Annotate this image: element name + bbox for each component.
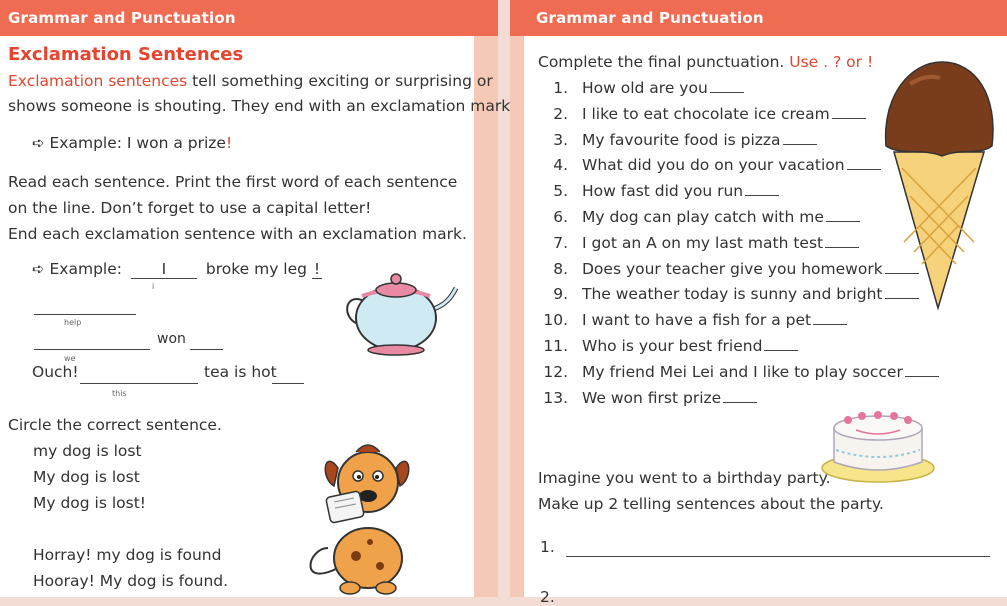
circle-option[interactable]: my dog is lost	[33, 442, 142, 460]
item-number: 11.	[543, 337, 568, 355]
item-number: 6.	[553, 208, 568, 226]
item-text: We won first prize	[582, 388, 722, 407]
right-side-strip	[510, 36, 524, 597]
item-number: 2.	[553, 104, 568, 123]
exercise-3-mark-blank[interactable]	[272, 383, 304, 384]
right-page	[510, 0, 1007, 606]
item-text: How fast did you run	[582, 182, 744, 201]
arrow-icon: ➪	[32, 134, 45, 152]
circle-option[interactable]: Hooray! My dog is found.	[33, 572, 229, 590]
exercise-2-blank[interactable]	[34, 349, 150, 350]
left-page	[0, 0, 511, 597]
exercise-3-word: tea is hot	[204, 363, 277, 381]
dog-illustration	[298, 438, 426, 597]
punctuation-item	[538, 208, 860, 226]
punctuation-item	[538, 311, 847, 329]
instruction-line-2: on the line. Don’t forget to use a capital letter!	[8, 199, 372, 217]
punctuation-blank[interactable]	[710, 90, 744, 93]
right-header-bar	[510, 0, 1007, 36]
right-header-title: Grammar and Punctuation	[536, 9, 764, 27]
item-text: Does your teacher give you homework	[582, 259, 883, 278]
item-text: I got an A on my last math test	[582, 233, 824, 252]
intro-line-1	[8, 72, 493, 90]
punctuation-instruction: Complete the final punctuation. Use . ? or !	[538, 53, 874, 71]
exercise-2-hint: we	[64, 354, 76, 363]
punctuation-blank[interactable]	[832, 116, 866, 119]
punctuation-item	[538, 156, 881, 174]
item-number: 3.	[553, 130, 568, 149]
example-answer: I	[131, 260, 197, 279]
example-2: ➪ Example: I broke my leg !	[32, 260, 321, 278]
item-text: What did you do on your vacation	[582, 156, 845, 175]
item-text: How old are you	[582, 79, 708, 97]
ice-cream-illustration	[880, 56, 998, 312]
item-text: The weather today is sunny and bright	[582, 285, 883, 304]
punctuation-item	[538, 131, 817, 149]
punctuation-blank[interactable]	[723, 400, 757, 403]
birthday-cake-illustration	[818, 404, 938, 486]
punctuation-item	[538, 234, 859, 252]
party-prompt-2: Make up 2 telling sentences about the party.	[538, 495, 884, 513]
answer-line-1[interactable]	[566, 556, 990, 557]
item-text: My friend Mei Lei and I like to play soccer	[582, 362, 903, 381]
item-text: Who is your best friend	[582, 337, 763, 355]
item-number: 4.	[553, 156, 568, 175]
exercise-3-hint: this	[112, 389, 127, 398]
circle-option[interactable]: Horray! my dog is found	[33, 546, 222, 564]
intro-line-2: shows someone is shouting. They end with an exclamation mark	[8, 97, 511, 115]
intro-rest: tell something exciting or surprising or	[187, 72, 493, 90]
example-answer-mark: !	[313, 260, 321, 278]
punctuation-item	[538, 260, 919, 278]
punctuation-blank[interactable]	[905, 374, 939, 377]
punctuation-blank[interactable]	[783, 142, 817, 145]
item-number: 8.	[553, 259, 568, 278]
page-title: Exclamation Sentences	[8, 44, 244, 65]
exercise-3-prefix: Ouch!	[32, 363, 79, 381]
item-text: My favourite food is pizza	[582, 130, 781, 149]
item-text: My dog can play catch with me	[582, 208, 824, 226]
teapot-illustration	[340, 266, 460, 358]
punctuation-item	[538, 182, 779, 200]
left-side-strip	[474, 36, 498, 597]
punctuation-blank[interactable]	[813, 322, 847, 325]
item-number: 12.	[543, 362, 568, 381]
punctuation-blank[interactable]	[745, 193, 779, 196]
item-number: 1.	[553, 79, 568, 97]
circle-option[interactable]: My dog is lost	[33, 468, 140, 486]
punctuation-blank[interactable]	[847, 167, 881, 170]
punctuation-item	[538, 337, 798, 355]
example-hint: i	[152, 282, 155, 291]
instruction-line-1: Read each sentence. Print the first word of each sentence	[8, 173, 458, 191]
item-number: 10.	[543, 311, 568, 330]
item-text: I like to eat chocolate ice cream	[582, 104, 830, 123]
punctuation-blank[interactable]	[764, 348, 798, 351]
circle-option[interactable]: My dog is lost!	[33, 494, 147, 512]
item-number: 9.	[553, 285, 568, 304]
example-1: ➪ Example: I won a prize!	[32, 134, 233, 152]
left-header-title: Grammar and Punctuation	[8, 9, 236, 27]
item-text: I want to have a fish for a pet	[582, 311, 812, 330]
item-number: 7.	[553, 233, 568, 252]
item-number: 13.	[543, 388, 568, 407]
instruction-line-3: End each exclamation sentence with an exclamation mark.	[8, 225, 467, 243]
punctuation-blank[interactable]	[825, 245, 859, 248]
intro-term: Exclamation sentences	[8, 72, 188, 90]
arrow-icon: ➪	[32, 260, 45, 278]
exercise-1-blank[interactable]	[34, 314, 136, 315]
item-number: 5.	[553, 182, 568, 201]
punctuation-item	[538, 79, 744, 97]
exercise-1-hint: help	[64, 318, 82, 327]
punctuation-item	[538, 363, 939, 381]
punctuation-item	[538, 105, 866, 123]
exercise-3-blank[interactable]	[80, 383, 198, 384]
answer-line-number: 2.	[540, 588, 555, 606]
punctuation-blank[interactable]	[826, 219, 860, 222]
left-header-bar	[0, 0, 498, 36]
punctuation-item	[538, 389, 757, 407]
answer-line-number: 1.	[540, 538, 555, 556]
party-prompt-1: Imagine you went to a birthday party.	[538, 469, 831, 487]
circle-instruction: Circle the correct sentence.	[8, 416, 222, 434]
exercise-2-word: won	[157, 331, 186, 347]
punctuation-item	[538, 285, 919, 303]
exercise-2-mark-blank[interactable]	[190, 349, 223, 350]
